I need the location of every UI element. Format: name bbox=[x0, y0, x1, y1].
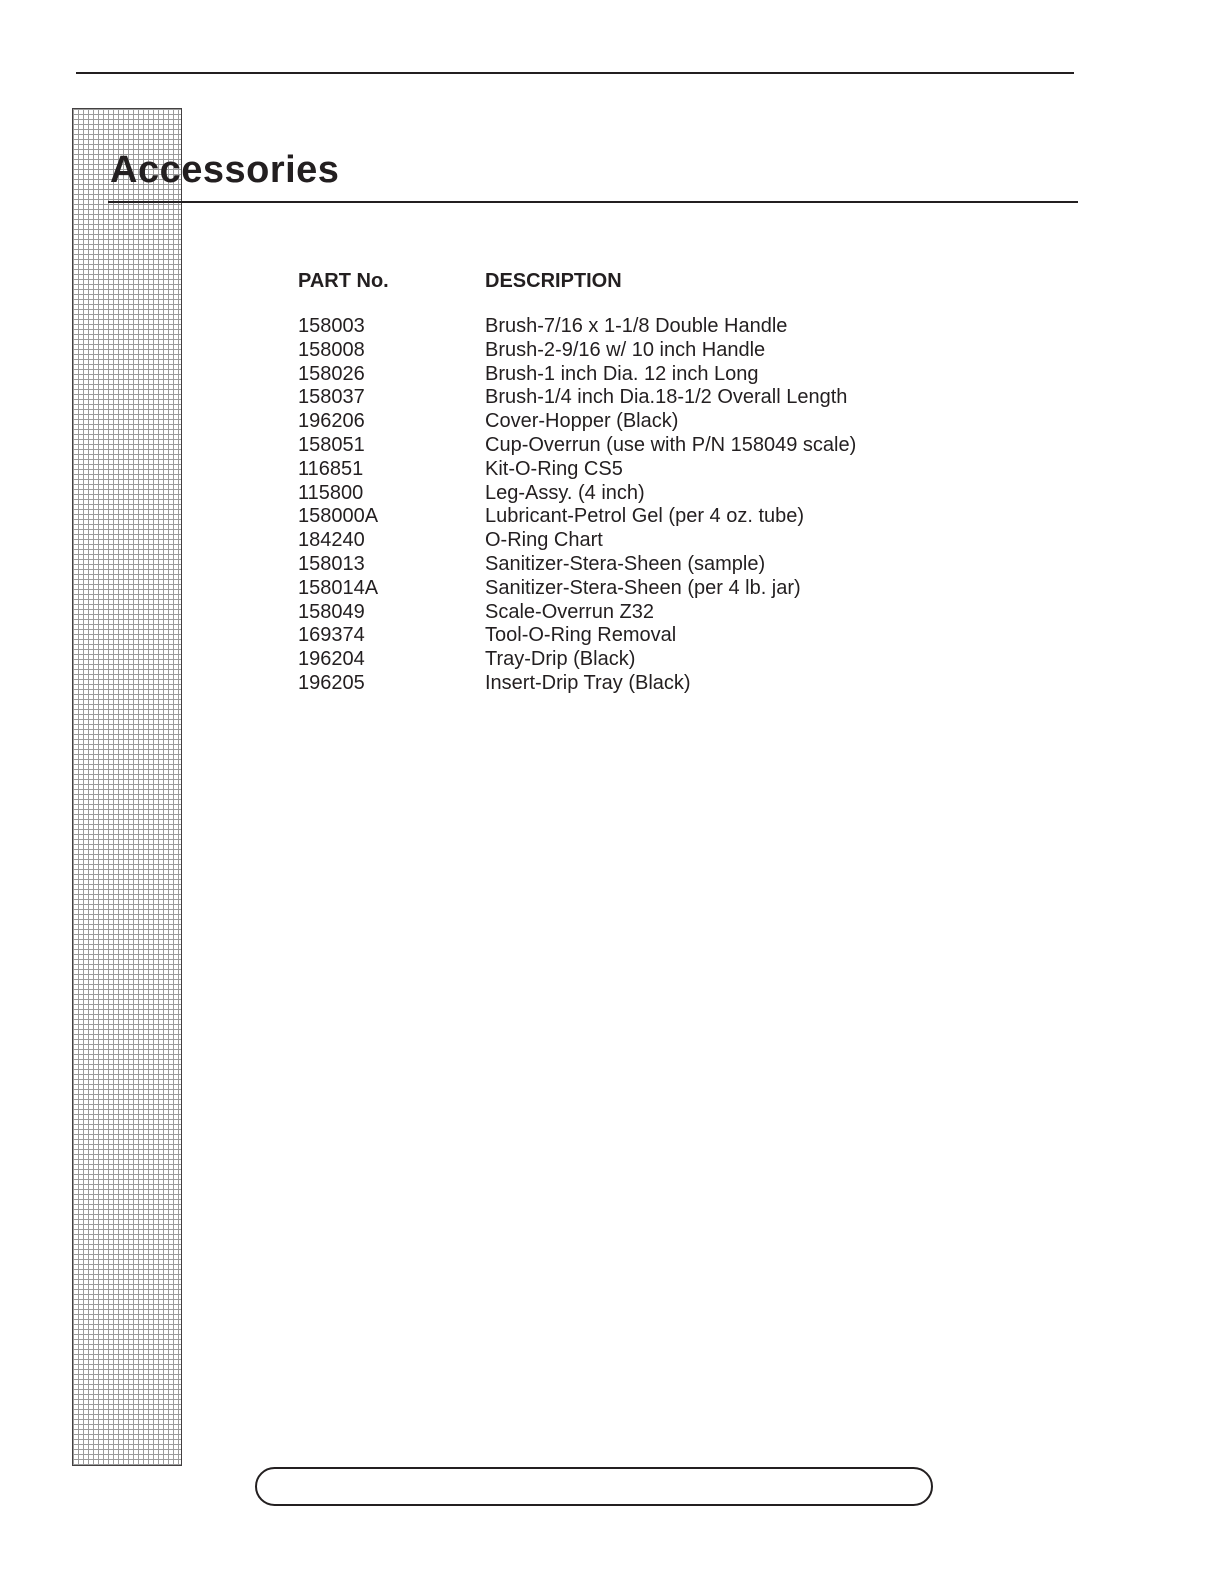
description-cell: Brush-1/4 inch Dia.18-1/2 Overall Length bbox=[485, 386, 848, 409]
table-row bbox=[298, 339, 856, 363]
part-number-cell: 158013 bbox=[298, 552, 365, 575]
description-cell: Cover-Hopper (Black) bbox=[485, 410, 679, 433]
description-cell: Tool-O-Ring Removal bbox=[485, 624, 677, 647]
description-cell: O-Ring Chart bbox=[485, 529, 603, 552]
header-description: DESCRIPTION bbox=[485, 270, 622, 292]
table-row bbox=[298, 577, 856, 601]
part-number-cell: 116851 bbox=[298, 457, 364, 480]
description-cell: Brush-2-9/16 w/ 10 inch Handle bbox=[485, 338, 766, 361]
table-row bbox=[298, 458, 856, 482]
table-row bbox=[298, 529, 856, 553]
part-number-cell: 196205 bbox=[298, 671, 365, 694]
table-row bbox=[298, 648, 856, 672]
part-number-cell: 158014A bbox=[298, 576, 379, 599]
description-cell: Tray-Drip (Black) bbox=[485, 648, 636, 671]
part-number-cell: 184240 bbox=[298, 529, 365, 552]
table-row bbox=[298, 505, 856, 529]
page-title: Accessories bbox=[110, 149, 340, 191]
part-number-cell: 158037 bbox=[298, 386, 365, 409]
title-underline bbox=[108, 201, 1078, 203]
description-cell: Brush-1 inch Dia. 12 inch Long bbox=[485, 362, 759, 385]
table-row bbox=[298, 601, 856, 625]
description-cell: Lubricant-Petrol Gel (per 4 oz. tube) bbox=[485, 505, 805, 528]
table-body bbox=[298, 315, 856, 696]
table-row bbox=[298, 482, 856, 506]
header-part-no: PART No. bbox=[298, 270, 389, 292]
part-number-cell: 158026 bbox=[298, 362, 365, 385]
part-number-cell: 169374 bbox=[298, 624, 365, 647]
table-row bbox=[298, 553, 856, 577]
description-cell: Sanitizer-Stera-Sheen (sample) bbox=[485, 552, 766, 575]
table-header bbox=[298, 268, 856, 294]
description-cell: Insert-Drip Tray (Black) bbox=[485, 671, 691, 694]
description-cell: Brush-7/16 x 1-1/8 Double Handle bbox=[485, 315, 788, 337]
part-number-cell: 115800 bbox=[298, 481, 364, 504]
part-number-cell: 158003 bbox=[298, 315, 365, 337]
table-row bbox=[298, 434, 856, 458]
footer-box bbox=[255, 1467, 933, 1506]
part-number-cell: 158049 bbox=[298, 600, 365, 623]
description-cell: Sanitizer-Stera-Sheen (per 4 lb. jar) bbox=[485, 576, 801, 599]
part-number-cell: 196206 bbox=[298, 410, 365, 433]
description-cell: Leg-Assy. (4 inch) bbox=[485, 481, 645, 504]
table-row bbox=[298, 386, 856, 410]
grid-pattern-strip bbox=[72, 108, 182, 1466]
part-number-cell: 158051 bbox=[298, 433, 365, 456]
part-number-cell: 158008 bbox=[298, 338, 365, 361]
table-row bbox=[298, 363, 856, 387]
part-number-cell: 196204 bbox=[298, 648, 365, 671]
table-row bbox=[298, 315, 856, 339]
top-rule bbox=[76, 72, 1074, 74]
table-row bbox=[298, 624, 856, 648]
table-row bbox=[298, 410, 856, 434]
description-cell: Cup-Overrun (use with P/N 158049 scale) bbox=[485, 433, 857, 456]
description-cell: Kit-O-Ring CS5 bbox=[485, 457, 623, 480]
table-row bbox=[298, 672, 856, 696]
description-cell: Scale-Overrun Z32 bbox=[485, 600, 654, 623]
part-number-cell: 158000A bbox=[298, 505, 379, 528]
parts-table bbox=[298, 268, 856, 696]
